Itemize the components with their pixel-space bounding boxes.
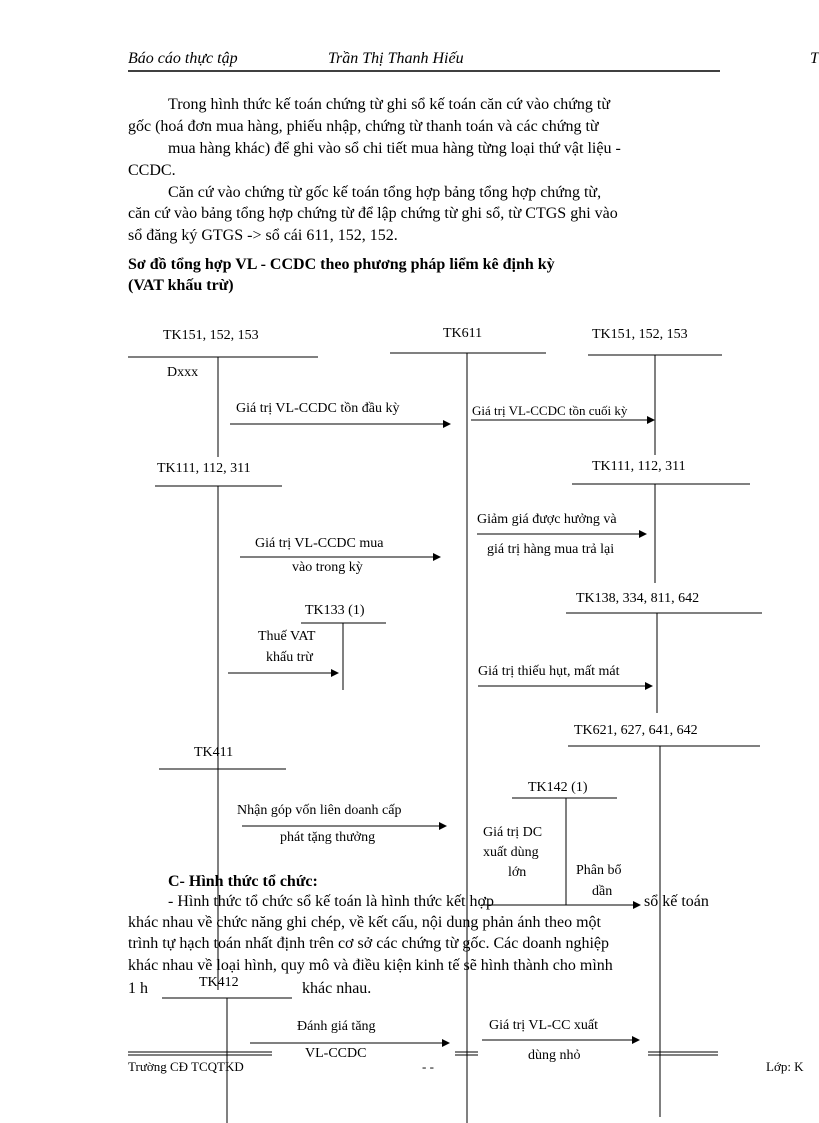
label-vat-2: khấu trừ xyxy=(266,650,313,665)
account-tk111-left: TK111, 112, 311 xyxy=(157,461,251,476)
label-dc-1: Giá trị DC xyxy=(483,825,543,840)
footer-school: Trường CĐ TCQTKD xyxy=(128,1059,244,1074)
account-tk621: TK621, 627, 641, 642 xyxy=(574,723,698,738)
section-c-line4: khác nhau về loại hình, quy mô và điều kiện kinh tế sẽ hình thành cho mình xyxy=(128,957,613,974)
account-tk412: TK412 xyxy=(199,975,239,990)
label-purchase-2: vào trong kỳ xyxy=(292,560,363,575)
label-dc-3: lớn xyxy=(508,865,527,880)
label-alloc-1: Phân bổ xyxy=(576,863,622,878)
label-capital-1: Nhận góp vốn liên doanh cấp xyxy=(237,803,402,818)
account-tk151-left: TK151, 152, 153 xyxy=(163,328,259,343)
section-c-line2: khác nhau về chức năng ghi chép, về kết cấu, nội dung phản ánh theo một xyxy=(128,914,601,931)
para1-line1: Trong hình thức kế toán chứng từ ghi sổ kế toán căn cứ vào chứng từ xyxy=(168,96,611,113)
label-capital-2: phát tặng thưởng xyxy=(280,830,376,845)
header-author: Trần Thị Thanh Hiếu xyxy=(328,50,464,67)
section-c-line3: trình tự hạch toán nhất định trên cơ sở các chứng từ gốc. Các doanh nghiệp xyxy=(128,935,610,952)
label-small-1: Giá trị VL-CC xuất xyxy=(489,1018,599,1033)
label-small-2: dùng nhỏ xyxy=(528,1048,581,1063)
label-closing: Giá trị VL-CCDC tồn cuối kỳ xyxy=(472,403,628,418)
label-discount-2: giá trị hàng mua trả lại xyxy=(487,542,615,557)
account-tk142: TK142 (1) xyxy=(528,780,588,795)
section-c-line5-end: khác nhau. xyxy=(302,980,372,997)
section-c-line5-start: 1 h xyxy=(128,980,148,997)
account-tk111-right: TK111, 112, 311 xyxy=(592,459,686,474)
footer-dash: - - xyxy=(422,1059,434,1074)
label-opening: Giá trị VL-CCDC tồn đầu kỳ xyxy=(236,401,400,416)
footer-class: Lớp: K xyxy=(766,1059,804,1074)
label-purchase-1: Giá trị VL-CCDC mua xyxy=(255,536,384,551)
account-tk151-right: TK151, 152, 153 xyxy=(592,327,688,342)
section-c-line1: - Hình thức tổ chức sổ kế toán là hình thức kết hợp xyxy=(168,893,494,910)
section-c-title: C- Hình thức tổ chức: xyxy=(168,873,318,890)
account-tk611: TK611 xyxy=(443,326,483,341)
diagram-title-line2: (VAT khấu trừ) xyxy=(128,277,234,294)
label-reval-1: Đánh giá tăng xyxy=(297,1019,376,1034)
header-report-title: Báo cáo thực tập xyxy=(128,50,238,67)
para1-line3: mua hàng khác) để ghi vào sổ chi tiết mua hàng từng loại thứ vật liệu - xyxy=(168,140,621,157)
para2-line2: căn cứ vào bảng tổng hợp chứng từ để lập chứng từ ghi sổ, từ CTGS ghi vào xyxy=(128,205,618,222)
account-tk138: TK138, 334, 811, 642 xyxy=(576,591,700,606)
label-discount-1: Giảm giá được hưởng và xyxy=(477,512,617,527)
label-alloc-2: dần xyxy=(592,884,613,899)
account-tk133: TK133 (1) xyxy=(305,603,365,618)
label-dc-2: xuất dùng xyxy=(483,845,539,860)
header-page-fragment: T xyxy=(810,50,819,67)
label-vat-1: Thuế VAT xyxy=(258,629,316,644)
label-shortage: Giá trị thiếu hụt, mất mát xyxy=(478,664,620,679)
account-tk411: TK411 xyxy=(194,745,234,760)
label-dxxx: Dxxx xyxy=(167,365,199,380)
para2-line1: Căn cứ vào chứng từ gốc kế toán tổng hợp bảng tổng hợp chứng từ, xyxy=(168,184,602,201)
label-reval-2: VL-CCDC xyxy=(305,1046,367,1061)
para2-line3: sổ đăng ký GTGS -> sổ cái 611, 152, 152. xyxy=(128,227,398,244)
section-c-line1-end: sổ kế toán xyxy=(644,893,709,910)
para1-line2: gốc (hoá đơn mua hàng, phiếu nhập, chứng từ thanh toán và các chứng từ xyxy=(128,118,599,135)
diagram-title-line1: Sơ đồ tổng hợp VL - CCDC theo phương pháp liểm kê định kỳ xyxy=(128,256,555,273)
para1-line4: CCDC. xyxy=(128,162,176,179)
